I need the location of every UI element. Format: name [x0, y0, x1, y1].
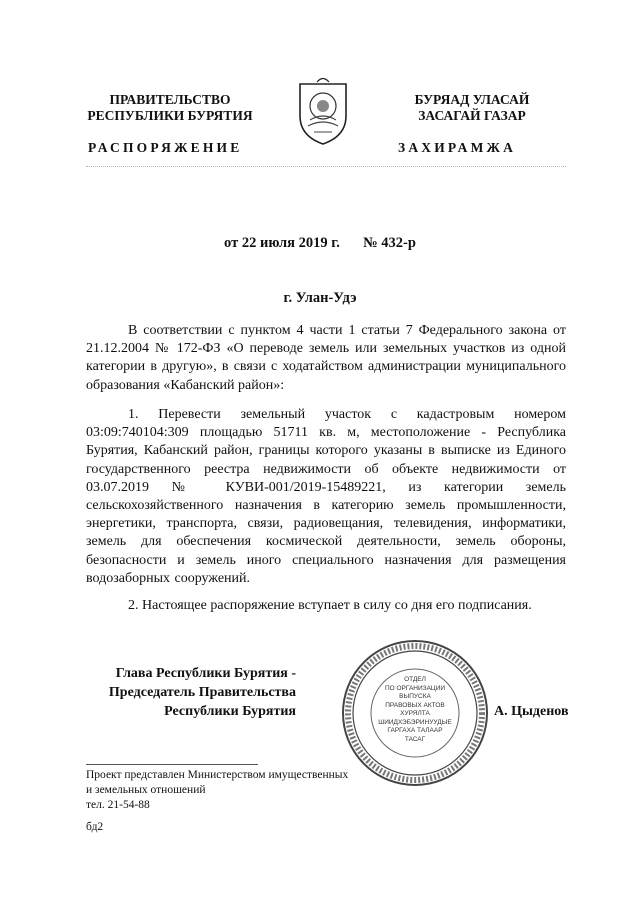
preamble-paragraph: В соответствии с пунктом 4 части 1 статьи 7 Федерального закона от 21.12.2004 № 172-ФЗ «О переводе земель или земельных участков из одной категории в другую», в связи с ходатайством администрации муниципального образования «Кабанский район»:: [86, 323, 566, 393]
government-name-ru: [60, 92, 280, 124]
signatory-name: А. Цыденов: [494, 704, 569, 719]
signatory-position: [86, 664, 296, 721]
date-number-line: [0, 235, 640, 252]
signatory-position-line3: Республики Бурятия: [164, 704, 296, 719]
city-name: г. Улан-Удэ: [283, 290, 357, 306]
footer-code: бд2: [86, 821, 104, 833]
stamp-line: ГАРГАХА ТАЛААР: [387, 727, 443, 734]
stamp-line: ХУРЯЛТА: [400, 710, 430, 717]
government-name-bua-line2: ЗАСАГАЙ ГАЗАР: [418, 108, 526, 123]
document-number: № 432-р: [363, 235, 416, 251]
document-date: от 22 июля 2019 г.: [224, 235, 340, 251]
signatory-position-line2: Председатель Правительства: [108, 685, 296, 700]
stamp-line: ПО ОРГАНИЗАЦИИ: [384, 684, 446, 692]
item-2-paragraph: 2. Настоящее распоряжение вступает в силу со дня его подписания.: [128, 598, 532, 613]
stamp-line: ВЫПУСКА: [399, 693, 431, 700]
government-name-ru-line1: ПРАВИТЕЛЬСТВО: [109, 92, 231, 107]
footer-divider: [86, 764, 258, 765]
doc-type-bua: ЗАХИРАМЖА: [398, 140, 517, 155]
government-name-bua: [362, 92, 582, 124]
doc-type-ru: РАСПОРЯЖЕНИЕ: [88, 140, 243, 155]
signatory-position-line1: Глава Республики Бурятия -: [115, 666, 296, 681]
header-divider: [86, 166, 566, 175]
government-name-ru-line2: РЕСПУБЛИКИ БУРЯТИЯ: [87, 108, 253, 123]
official-stamp: [340, 638, 490, 788]
government-name-bua-line1: БУРЯАД УЛАСАЙ: [414, 92, 530, 107]
footer-line: тел. 21-54-88: [86, 799, 150, 811]
stamp-line: ПРАВОВЫХ АКТОВ: [385, 701, 445, 709]
stamp-line: ТАСАГ: [404, 735, 426, 743]
stamp-line: ШИИДХЭБЭРИНУУДЫЕ: [378, 718, 452, 726]
stamp-line: ОТДЕЛ: [404, 676, 426, 683]
footer-line: и земельных отношений: [86, 784, 206, 796]
stamp-text: [370, 676, 460, 744]
footer-line: Проект представлен Министерством имущественных: [86, 769, 349, 781]
coat-of-arms-of-buryatia-icon: [296, 76, 350, 146]
item-1-paragraph: 1. Перевести земельный участок с кадастровым номером 03:09:740104:309 площадью 51711 кв. м, местоположение - Республика Бурятия, Кабанский район, границы которого указаны в выписке из Единого государственного реестра недвижимости об объекте недвижимости от 03.07.2019 № КУВИ-001/2019-15489221, из категории земель сельскохозяйственного назначения в категорию земель промышленности, энергетики, транспорта, связи, радиовещания, телевидения, информатики, земель для обеспечения космической деятельности, земель обороны, безопасности и земель иного специального назначения для размещения водозаборных сооружений.: [86, 407, 566, 586]
footer-note: [86, 768, 406, 813]
